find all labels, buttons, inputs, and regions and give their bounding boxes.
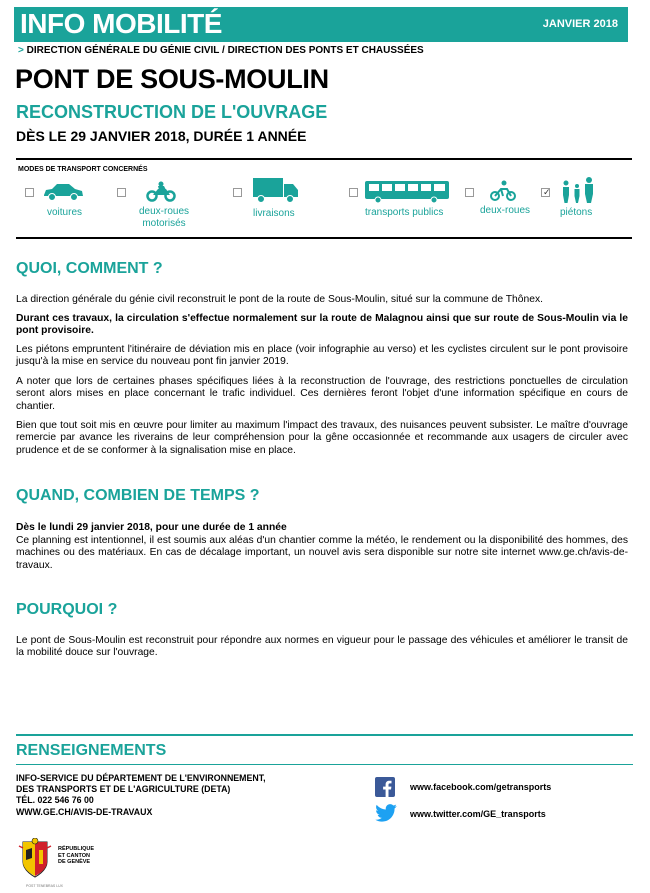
quoi-paragraph-4: A noter que lors de certaines phases spécifiques liées à la reconstruction de l'ouvrage, des restrictions ponctuelles de circulation seront alors mises en place concernant le trafic individuel. Ces dernières feront l'objet d'une information spécifique en cours de chantier.: [16, 376, 628, 412]
mode-checkbox: [117, 188, 126, 197]
quoi-paragraph-2: Durant ces travaux, la circulation s'effectue normalement sur la route de Malagnou ainsi que sur route de Sous-Moulin via le pont provisoire.: [16, 313, 628, 337]
mode-label: livraisons: [253, 208, 295, 219]
crest-line-2: ET CANTON: [58, 852, 90, 859]
facebook-link[interactable]: www.facebook.com/getransports: [410, 782, 552, 792]
section-quoi-heading: QUOI, COMMENT ?: [16, 260, 163, 277]
divider-renseignements-bottom: [16, 764, 633, 765]
pourquoi-paragraph-1: Le pont de Sous-Moulin est reconstruit pour répondre aux normes en vigueur pour le passage des véhicules et améliorer le transit de la mobilité douce sur l'ouvrage.: [16, 635, 628, 659]
direction-text: DIRECTION GÉNÉRALE DU GÉNIE CIVIL / DIRECTION DES PONTS ET CHAUSSÉES: [26, 45, 424, 56]
contact-phone: TÉL. 022 546 76 00: [16, 795, 94, 806]
crest-text: [58, 846, 94, 866]
contact-line-2: DES TRANSPORTS ET DE L'AGRICULTURE (DETA): [16, 784, 231, 795]
mode-checkbox: [349, 188, 358, 197]
header-banner: [14, 7, 628, 42]
page-title: PONT DE SOUS-MOULIN: [15, 64, 329, 94]
banner-date: JANVIER 2018: [542, 18, 618, 30]
quoi-paragraph-3: Les piétons empruntent l'itinéraire de déviation mis en place (voir infographie au verso) et les cyclistes circulent sur le pont provisoire jusqu'à la mise en service du nouveau pont fin janvier 2019.: [16, 344, 628, 368]
contact-block: [16, 773, 266, 818]
modes-heading: MODES DE TRANSPORT CONCERNÉS: [18, 166, 148, 173]
mode-checkbox: [465, 188, 474, 197]
mode-checkbox: [233, 188, 242, 197]
divider-modes: [16, 237, 632, 239]
crest-line-1: RÉPUBLIQUE: [58, 846, 95, 852]
contact-website[interactable]: WWW.GE.CH/AVIS-DE-TRAVAUX: [16, 806, 153, 817]
facebook-icon: [375, 777, 395, 797]
check-icon: ✓: [543, 187, 551, 197]
mode-checkbox: [25, 188, 34, 197]
mode-label: transports publics: [365, 207, 444, 218]
direction-line: [18, 45, 424, 56]
truck-icon: [251, 176, 301, 204]
quand-lead: Dès le lundi 29 janvier 2018, pour une durée de 1 année: [16, 522, 287, 533]
pedestrians-icon: [559, 176, 599, 204]
mode-label: piétons: [560, 207, 593, 218]
twitter-icon: [375, 804, 397, 822]
banner-title: INFO MOBILITÉ: [20, 8, 222, 39]
quand-paragraph-1: Ce planning est intentionnel, il est soumis aux aléas d'un chantier comme la météo, le rendement ou la disponibilité des hommes, des machines ou des matériaux. En cas de décalage important, un nouvel avis sera disponible sur notre site internet www.ge.ch/avis-de-travaux.: [16, 535, 628, 571]
bus-icon: [364, 180, 450, 204]
quoi-paragraph-5: Bien que tout soit mis en œuvre pour limiter au maximum l'impact des travaux, des nuisances peuvent subsister. Le maître d'ouvrage remercie par avance les riverains de leur compréhension pour la gêne occasionnée et recommande aux usagers de circuler avec prudence et de se conformer à la signalisation mise en place.: [16, 420, 628, 456]
geneva-crest-icon: [17, 838, 53, 880]
direction-arrow: >: [18, 45, 24, 56]
section-pourquoi-heading: POURQUOI ?: [16, 601, 118, 618]
crest-motto: POST TENEBRAS LUX: [26, 884, 64, 888]
divider-renseignements: [16, 734, 633, 736]
mode-label: deux-roues motorisés: [138, 206, 190, 229]
divider-top: [16, 158, 632, 160]
quoi-paragraph-1: La direction générale du génie civil reconstruit le pont de la route de Sous-Moulin, situé sur la commune de Thônex.: [16, 294, 543, 305]
bicycle-icon: [490, 180, 516, 202]
page-subtitle: RECONSTRUCTION DE L'OUVRAGE: [16, 102, 328, 122]
section-quand-heading: QUAND, COMBIEN DE TEMPS ?: [16, 487, 260, 504]
car-icon: [41, 182, 85, 202]
works-dates: DÈS LE 29 JANVIER 2018, DURÉE 1 ANNÉE: [16, 128, 307, 144]
mode-checkbox: [541, 188, 550, 197]
crest-line-3: DE GENÈVE: [58, 859, 91, 865]
mode-label: deux-roues: [480, 205, 531, 216]
mode-label: voitures: [47, 207, 83, 218]
contact-line-1: INFO-SERVICE DU DÉPARTEMENT DE L'ENVIRONNEMENT,: [16, 773, 266, 783]
motorcycle-icon: [146, 180, 176, 202]
renseignements-heading: RENSEIGNEMENTS: [16, 742, 167, 759]
twitter-link[interactable]: www.twitter.com/GE_transports: [410, 809, 546, 819]
